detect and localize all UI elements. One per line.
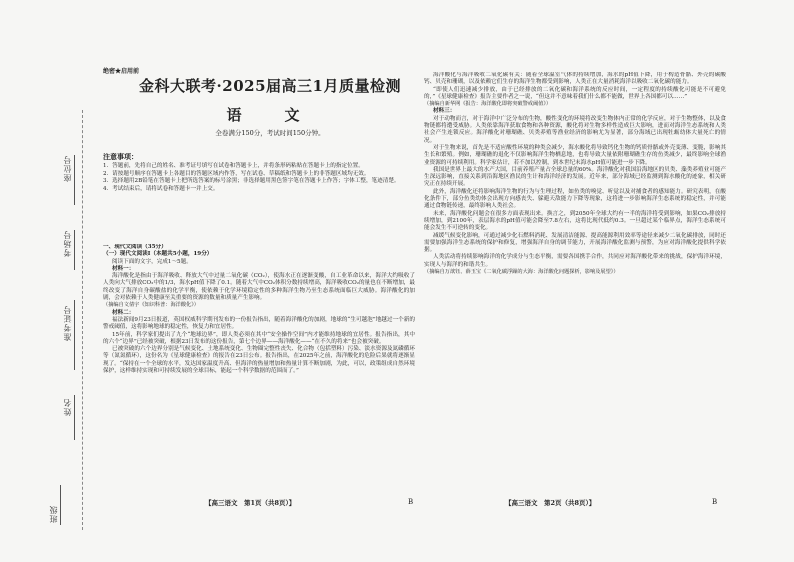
binding-blank-exam-id: [74, 300, 75, 370]
subsection-heading: （一）现代文阅读Ⅰ（本题共5小题，19分）: [103, 251, 213, 258]
paragraph: 我国是世界上最大的水产大国，目前养殖产量占全球总量的60%。海洋酸化对我国沿海地区的贝类、藻类养殖业可能产生深远影响，直接关系到沿海地区渔民的生计和海洋经济的发展。近年来，部分海域已经监测到海水酸化的迹象，相关研究正在持续开展。: [424, 166, 726, 188]
page-footer-right: [505, 498, 595, 507]
note-item: 1．答题前，先将自己的姓名、准考证号填写在试卷和答题卡上，并将条形码粘贴在答题卡上的指定位置。: [103, 163, 364, 169]
page-footer-left: [205, 498, 295, 507]
binding-blank-seat: [74, 155, 75, 205]
binding-label-exam-id: 准考证号: [63, 305, 72, 341]
material-2-label: 材料二：: [111, 309, 135, 316]
paragraph: 15年前，科学家们提出了九个“地球边界”，即人类必须在其中“安全操作空间”内才能维持地球的宜居性。报告指出，其中的六个“边界”已经被突破，根据23日发布的这份报告，第七个边界——海洋酸化——“在不久的将来”也会被突破。: [103, 331, 415, 345]
material-3-source: （摘编自万歆钰、薛玉宝《二氧化碳浮躁的大海：海洋酸化问题探析，影响及展望》）: [424, 269, 619, 276]
version-mark-right: B: [712, 498, 718, 506]
binding-blank-name: [74, 395, 75, 440]
paragraph: 对于生物来说，首先是不适应酸性环境的种类会减少，海水酸化将导致钙化生物的钙质骨骼或外壳变薄、变脆，影响其生长和繁殖。例如，珊瑚礁的退化不仅影响海洋生物栖息地，也将导致大量依附珊瑚礁生存的鱼类减少，最终影响全球渔业资源的可持续利用。科学家估计，若不加以控制，到本世纪末海水pH值可能进一步下降。: [424, 144, 726, 166]
material-1-label: 材料一：: [111, 265, 135, 272]
version-mark-left: B: [408, 498, 414, 506]
material-3-label: 材料三：: [432, 108, 456, 115]
paragraph: 福法新闻9月23日报道，英国权威科学期刊发布的一份报告指出，随着海洋酸化的加剧，地球的“生可越泡”地越过一个新的警戒阈值，这将影响地球的稳定性，恢复力和宜居性。: [103, 316, 415, 331]
paragraph: 对于动物而言，对于海洋中广泛分布的生物，酸性变化的环境将改变生物体内正常的化学反应，对于生物整体，以及食物链都将遭受威胁。人类依靠海洋获取食物和各种资源，酸化将对生物多样性造成巨大影响，进而对海洋生态系统和人类社会产生连锁反应。海洋酸化对珊瑚礁、贝类养殖等渔业经济的影响尤为显著，部分海域已出现牡蛎幼体大量死亡的情况。: [424, 115, 726, 144]
notes-list: [103, 163, 415, 193]
footer-text: 【高三语文 第1页（共8页）】: [205, 499, 296, 507]
paragraph: 人类活动将持续影响海洋的化学成分与生态平衡，需要各国携手合作，共同应对海洋酸化带来的挑战，保护海洋环境，实现人与海洋的和谐共生。: [424, 254, 726, 268]
footer-text: 【高三语文 第2页（共8页）】: [505, 499, 596, 507]
seal-dashed-line: [82, 110, 83, 530]
notes-title: 注意事项：: [103, 152, 138, 161]
paragraph: 海洋酸化与海洋吸收二氧化碳有关：随着全球温室气体的持续增加，海水的pH值下降，用于构造骨骼、外壳的碳酸钙、贝壳和珊瑚，以及依赖它们生存的海洋生物都受到影响，人类正在大量消耗海洋以吸收二氧化碳的能力。: [424, 72, 726, 86]
material-2-source: （摘编自新华网《报告：海洋酸化即将突破警戒阈值》）: [424, 101, 552, 108]
paragraph: 未来，海洋酸化问题会在很多方面表现出来。换言之，到2050年全球大约有一半的海洋将受到影响，如果CO₂排放持续增加，到2100年，表层海水的pH值可能会降至7.8左右，这将比现代低约0.3。一旦超过某个临界点，海洋生态系统可能会发生不可逆转的变化。: [424, 210, 726, 232]
binding-label-room: 考场号: [63, 230, 72, 257]
paragraph: 已被突破的六个边界分别是气候变化、土地系统变化、生物圈完整性丧失、化合物（包括塑料）污染、淡水资源及氮磷循环等（氮氮循环），这份名为《星球健康检查》的报告在23日公布。报告指出，在2025年之前，海洋酸化的危险后果就将逐渐显现了。“保持在一个全球的水平，发达国家温度升高、但海洋的热量增加和热量计算不断加剧，为此，可以，政策组成自然环境保护，这样维持实现和可持续发展的全球目标，能起一个科学数据的范围而了。”: [103, 346, 415, 375]
paragraph: 此外，海洋酸化还将影响海洋生物的行为与生理过程，如鱼类的嗅觉、听觉以及对捕食者的感知能力。研究表明，在酸化条件下，部分鱼类幼体会出现方向感丧失、躲避天敌能力下降等现象，这将进一步影响海洋生态系统的稳定性，并可能通过食物链传递，最终影响人类社会。: [424, 188, 726, 210]
note-item: 2．请按题号顺序在答题卡上各题目的答题区域内作答，写在试卷、草稿纸和答题卡上的非答题区域均无效。: [103, 170, 370, 177]
exam-title: 金科大联考·2025届高三1月质量检测: [139, 77, 401, 95]
paragraph: 海洋酸化是指由于海洋吸收、释放大气中过量二氧化碳（CO₂），使海水正在逐渐变酸，自工业革命以来，海洋大约吸收了人类向大气排放CO₂中的1/3，海水pH值下降了0.1。随着大气中CO₂体积分数持续增高，海洋吸收CO₂的量也在不断增加，最终改变了海洋自身碳酸盐的化学平衡，使依赖于化学环境稳定性的多种海洋生物乃至生态系统面临巨大威胁。海洋酸化的加剧，会对依赖于人类健康至关重要的资源的数量和质量产生影响。: [103, 273, 415, 302]
binding-label-name: 姓名: [63, 398, 72, 416]
paragraph: “即使人们迅速减少排放，由于已经排放的二氧化碳和海洋系统的反应时间，一定程度的持续酸化可能是不可避免的，”《星球健康检查》报告主要作者之一说，“但这并不意味着我们什么都不能做，世界上各国都可以……”: [424, 86, 726, 100]
material-1-source: （摘编自文倩宇《知识科普：海洋酸化》）: [103, 302, 199, 309]
binding-blank-class: [60, 485, 61, 525]
right-column: [424, 72, 726, 488]
subject-title: 语 文: [226, 106, 314, 124]
binding-blank-room: [74, 230, 75, 270]
note-item: 4．考试结束后，请将试卷和答题卡一并上交。: [103, 185, 219, 192]
secret-label: 绝密★启用前: [103, 68, 140, 75]
left-column: [103, 244, 415, 489]
binding-strip: [0, 0, 95, 562]
note-item: 3．选择题用2B铅笔在答题卡上把所选答案的标号涂黑；非选择题用黑色签字笔在答题卡上作答；字体工整，笔迹清楚。: [103, 178, 400, 185]
exam-meta: 全卷满分150分，考试时间150分钟。: [215, 129, 325, 137]
binding-label-class: 班级: [49, 505, 58, 523]
paragraph: 减缓气候变化影响，可通过减少化石燃料消耗、发展清洁能源、提高能源利用效率等途径来减少二氧化碳排放，同时还需要加强海洋生态系统的保护和修复，增强海洋自身的调节能力，开展海洋酸化监测与预警，为应对海洋酸化提供科学依据。: [424, 232, 726, 254]
section-heading: 一、现代文阅读（35分）: [103, 244, 167, 250]
binding-label-seat: 座位号: [63, 155, 72, 182]
reading-instruction: 阅读下面的文字，完成1～5题。: [111, 258, 192, 265]
